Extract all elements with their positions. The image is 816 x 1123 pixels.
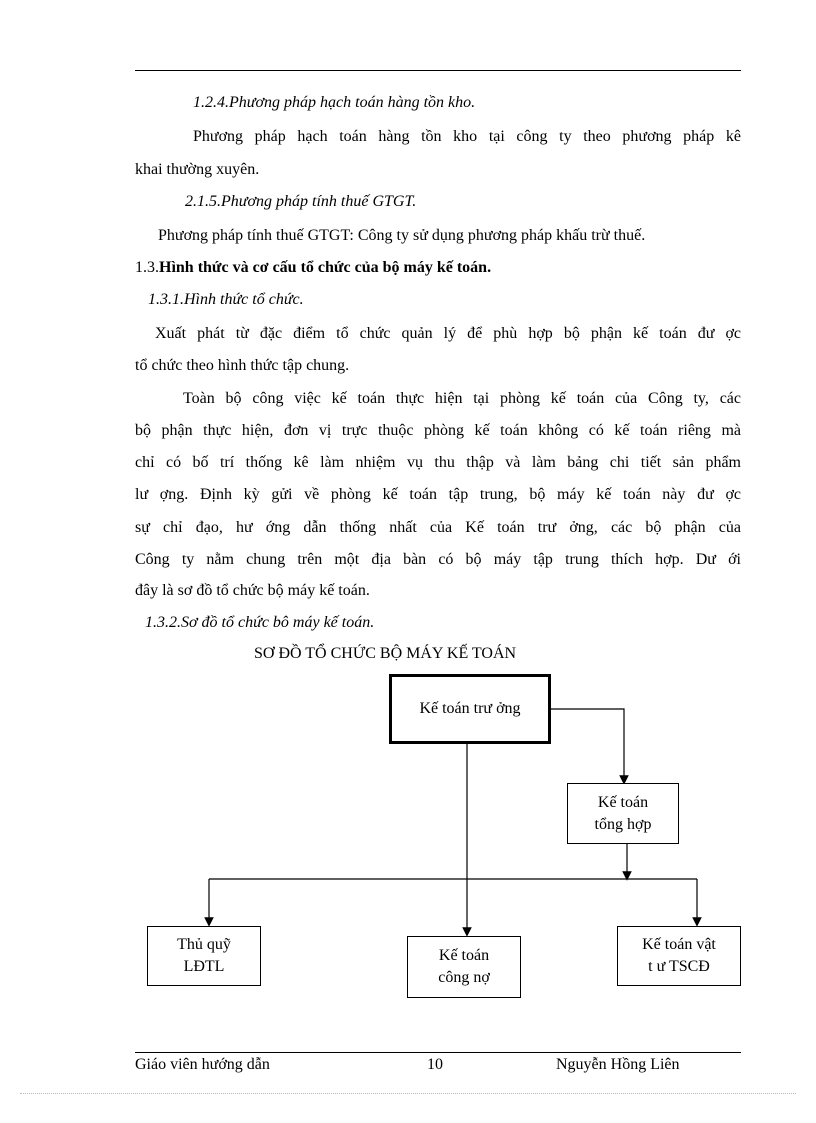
treasurer-label-1: Thủ quỹ <box>177 936 231 953</box>
paragraph-line: Công ty nằm chung trên một địa bàn có bộ máy tập trung thích hợp. Dư ới <box>135 551 741 568</box>
connector-chief-to-general <box>550 709 624 780</box>
general-accountant-label-1: Kế toán <box>597 793 649 811</box>
materials-accountant-label-2: t ư TSCĐ <box>648 958 710 975</box>
paragraph-line: sự chỉ đạo, hư ớng dẫn thống nhất của Kế toán trư ởng, các bộ phận của <box>135 519 741 536</box>
debt-accountant-label-2: công nợ <box>438 969 490 986</box>
paragraph-line: Phương pháp hạch toán hàng tồn kho tại công ty theo phương pháp kê <box>193 128 741 145</box>
debt-accountant-label-1: Kế toán <box>438 947 490 964</box>
chief-accountant-box <box>389 674 551 744</box>
paragraph-line: tổ chức theo hình thức tập chung. <box>135 357 350 374</box>
treasurer-label-2: LĐTL <box>183 958 225 975</box>
paragraph-line: chỉ có bố trí thống kê làm nhiệm vụ thu thập và làm bảng chi tiết sản phẩm <box>135 454 741 471</box>
heading-1-3-number: 1.3. <box>135 259 159 276</box>
debt-accountant-box <box>407 936 521 998</box>
chief-accountant-label: Kế toán trư ởng <box>419 700 521 717</box>
paragraph-line: Xuất phát từ đặc điểm tổ chức quản lý để phù hợp bộ phận kế toán đư ợc <box>155 325 741 342</box>
footer-rule <box>135 1052 741 1053</box>
general-accountant-label-2: tổng hợp <box>594 815 652 833</box>
heading-2-1-5: 2.1.5.Phương pháp tính thuế GTGT. <box>185 193 417 210</box>
footer-author: Nguyễn Hồng Liên <box>556 1056 680 1073</box>
heading-1-3-title: Hình thức và cơ cấu tổ chức của bộ máy kế toán. <box>159 259 492 276</box>
paragraph-line: lư ợng. Định kỳ gửi về phòng kế toán tập trung, bộ máy kế toán này đư ợc <box>135 486 741 503</box>
paragraph-line: khai thường xuyên. <box>135 161 260 178</box>
materials-accountant-label-1: Kế toán vật <box>642 936 716 953</box>
heading-1-3-2: 1.3.2.Sơ đồ tổ chức bô máy kế toán. <box>145 614 375 631</box>
paragraph-line: Phương pháp tính thuế GTGT: Công ty sử dụng phương pháp khấu trừ thuế. <box>158 227 646 244</box>
diagram-title: SƠ ĐỒ TỔ CHỨC BỘ MÁY KẾ TOÁN <box>254 645 517 662</box>
paragraph-line: bộ phận thực hiện, đơn vị trực thuộc phòng kế toán không có kế toán riêng mà <box>135 422 741 439</box>
treasurer-box <box>147 926 261 986</box>
materials-accountant-box <box>617 926 741 986</box>
footer-advisor: Giáo viên hướng dẫn <box>135 1056 270 1073</box>
bottom-dotted-border <box>20 1093 796 1094</box>
heading-1-3-1: 1.3.1.Hình thức tổ chức. <box>148 291 304 308</box>
paragraph-line: Toàn bộ công việc kế toán thực hiện tại phòng kế toán của Công ty, các <box>183 390 741 407</box>
general-accountant-box <box>567 783 679 844</box>
heading-1-2-4: 1.2.4.Phương pháp hạch toán hàng tồn kho. <box>193 94 476 111</box>
page-number: 10 <box>427 1056 443 1073</box>
paragraph-line: đây là sơ đồ tổ chức bộ máy kế toán. <box>135 582 370 599</box>
